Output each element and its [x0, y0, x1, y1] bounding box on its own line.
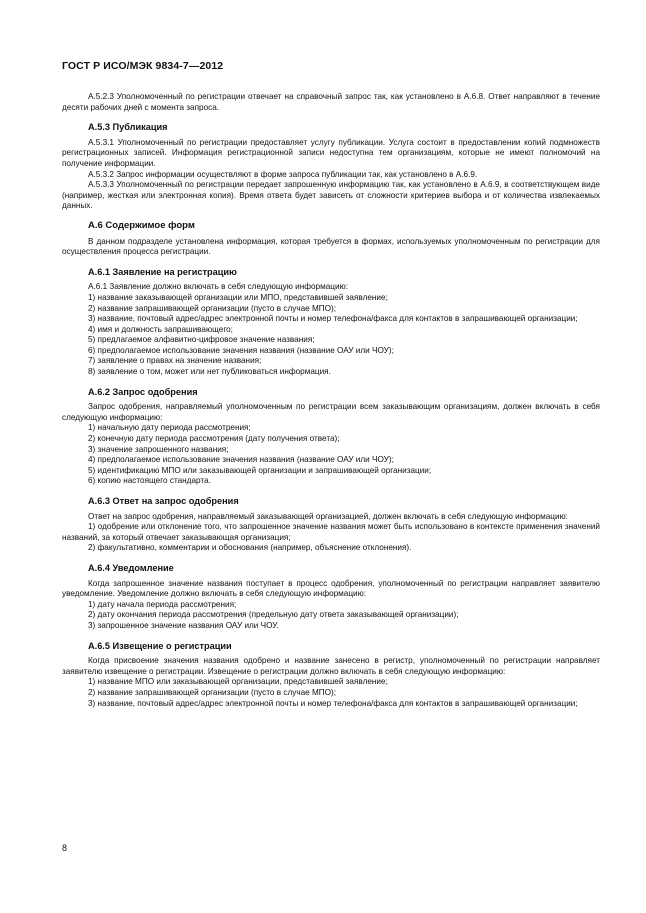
list-item: 7) заявление о правах на значение названия; — [88, 356, 262, 366]
list-item: 2) конечную дату периода рассмотрения (дату получения ответа); — [88, 434, 340, 444]
list-item: 2) факультативно, комментарии и обоснования (например, объяснение отклонения). — [88, 543, 412, 553]
paragraph: Когда запрошенное значение названия поступает в процесс одобрения, уполномоченный по регистрации направляет заявителю уведомление. Уведомление должно включать в себя следующую информацию: — [62, 578, 600, 599]
paragraph: А.5.2.3 Уполномоченный по регистрации отвечает на справочный запрос так, как установлено в А.6.8. Ответ направляют в течение десяти рабочих дней с момента запроса. — [62, 92, 600, 112]
document-body — [62, 92, 600, 709]
section-heading: А.6.5 Извещение о регистрации — [88, 640, 232, 651]
paragraph: Ответ на запрос одобрения, направляемый заказывающей организацией, должен включать в себя следующую информацию: — [88, 511, 568, 521]
list-item: 3) запрошенное значение названия ОАУ или ЧОУ. — [88, 620, 279, 630]
list-item: 2) название запрашивающей организации (пусто в случае МПО); — [88, 303, 337, 313]
list-item: 1) название заказывающей организации или МПО, представившей заявление; — [88, 292, 388, 302]
list-item: 4) предполагаемое использование значения названия (название ОАУ или ЧОУ); — [88, 455, 394, 465]
section-heading: А.6.1 Заявление на регистрацию — [88, 266, 237, 277]
list-item: 1) начальную дату периода рассмотрения; — [88, 423, 251, 433]
section-heading: А.6.3 Ответ на запрос одобрения — [88, 496, 239, 506]
list-item: 2) название запрашивающей организации (пусто в случае МПО); — [88, 687, 337, 697]
list-item: 2) дату окончания периода рассмотрения (предельную дату ответа заказывающей организации); — [88, 610, 459, 620]
list-item: 1) дату начала периода рассмотрения; — [88, 599, 237, 609]
paragraph: Запрос одобрения, направляемый уполномоченным по регистрации всем заказывающим организациям, должен включать в себя следующую информацию: — [62, 402, 600, 422]
list-item: 5) идентификацию МПО или заказывающей организации и запрашивающей организации; — [88, 465, 432, 475]
list-item: 6) предполагаемое использование значения названия (название ОАУ или ЧОУ); — [88, 345, 394, 355]
list-item: 8) заявление о том, может или нет публиковаться информация. — [88, 367, 331, 377]
paragraph: А.5.3.3 Уполномоченный по регистрации передает запрошенную информацию так, как установлено в А.6.9, в соответствующем виде (например, жесткая или электронная копия). Время ответа будет зависеть от сложности критериев выбора и от количества извлекаемых данных. — [62, 180, 600, 211]
paragraph: А.6.1 Заявление должно включать в себя следующую информацию: — [88, 282, 348, 292]
paragraph: Когда присвоение значения названия одобрено и название занесено в регистр, уполномоченный по регистрации направляет заявителю извещение о регистрации. Извещение о регистрации должно включать в себя следующую информацию: — [62, 656, 600, 676]
list-item: 1) название МПО или заказывающей организации, представившей заявление; — [88, 677, 388, 687]
list-item: 1) одобрение или отклонение того, что запрошенное значение названия может быть использовано в контексте применения значений названий, за который отвечает заказывающая организация; — [62, 522, 600, 542]
list-item: 3) название, почтовый адрес/адрес электронной почты и номер телефона/факса для контактов в запрашивающей организации; — [88, 314, 578, 324]
list-item: 6) копию настоящего стандарта. — [88, 476, 211, 486]
section-heading: А.6.4 Уведомление — [88, 562, 174, 573]
list-item: 3) название, почтовый адрес/адрес электронной почты и номер телефона/факса для контактов в запрашивающей организации; — [88, 698, 578, 708]
section-heading: А.5.3 Публикация — [88, 122, 168, 133]
section-heading: А.6 Содержимое форм — [88, 219, 195, 231]
paragraph: А.5.3.2 Запрос информации осуществляют в форме запроса публикации так, как установлено в А.6.9. — [88, 169, 478, 179]
page-number: 8 — [62, 843, 68, 853]
list-item: 3) значение запрошенного названия; — [88, 444, 229, 454]
document-header: ГОСТ Р ИСО/МЭК 9834-7—2012 — [62, 60, 224, 72]
paragraph: А.5.3.1 Уполномоченный по регистрации предоставляет услугу публикации. Услуга состоит в предоставлении копий подмножеств регистрационных записей. Информация регистрационной записи недоступна тем организациям, которые не имеют полномочий на получение информации. — [62, 137, 600, 168]
paragraph: В данном подразделе установлена информация, которая требуется в формах, используемых уполномоченным по регистрации для осуществления процесса регистрации. — [62, 236, 600, 257]
list-item: 4) имя и должность запрашивающего; — [88, 324, 233, 334]
section-heading: А.6.2 Запрос одобрения — [88, 386, 198, 397]
list-item: 5) предлагаемое алфавитно-цифровое значение названия; — [88, 335, 315, 345]
